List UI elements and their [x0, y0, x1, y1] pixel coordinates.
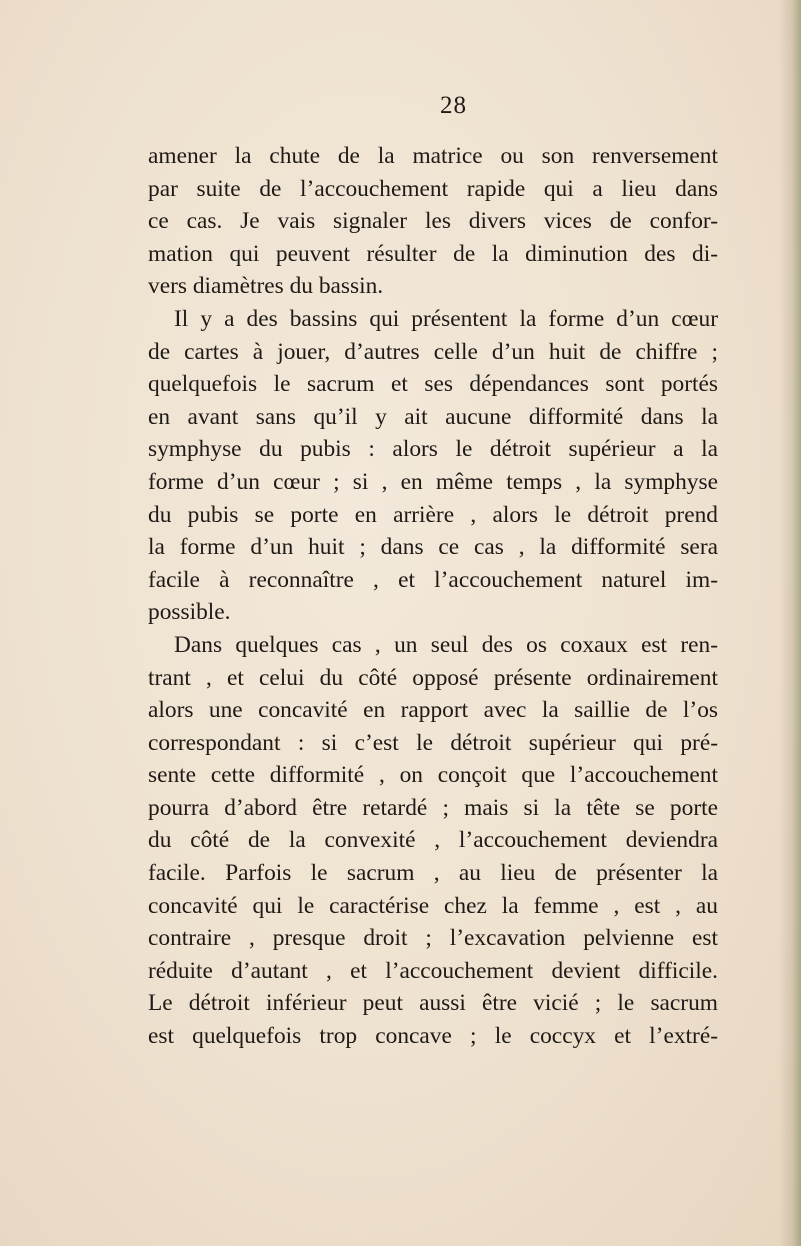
text-line: en avant sans qu’il y ait aucune difformité dans la — [148, 403, 718, 430]
text-line: quelquefois le sacrum et ses dépendances sont portés — [148, 371, 718, 398]
text-line: mation qui peuvent résulter de la diminution des di- — [148, 240, 718, 267]
text-line: la forme d’un huit ; dans ce cas , la difformité sera — [148, 534, 718, 561]
body-text — [148, 140, 718, 1053]
text-line: facile. Parfois le sacrum , au lieu de présenter la — [148, 860, 718, 887]
text-line: Dans quelques cas , un seul des os coxaux est ren- — [174, 631, 718, 658]
text-line: possible. — [148, 599, 231, 626]
text-line: forme d’un cœur ; si , en même temps , la symphyse — [148, 468, 718, 495]
text-line: du côté de la convexité , l’accouchement deviendra — [148, 827, 718, 854]
page-number: 28 — [440, 92, 467, 119]
text-line: Le détroit inférieur peut aussi être vicié ; le sacrum — [148, 990, 718, 1017]
text-line: correspondant : si c’est le détroit supérieur qui pré- — [148, 729, 718, 756]
text-line: réduite d’autant , et l’accouchement devient difficile. — [148, 957, 718, 984]
text-line: du pubis se porte en arrière , alors le détroit prend — [148, 501, 718, 528]
text-line: alors une concavité en rapport avec la saillie de l’os — [148, 697, 718, 724]
text-line: facile à reconnaître , et l’accouchement naturel im- — [148, 566, 718, 593]
text-line: pourra d’abord être retardé ; mais si la tête se porte — [148, 794, 718, 821]
text-line: symphyse du pubis : alors le détroit supérieur a la — [148, 436, 718, 463]
text-line: ce cas. Je vais signaler les divers vices de confor- — [148, 208, 718, 235]
text-line: de cartes à jouer, d’autres celle d’un huit de chiffre ; — [148, 338, 718, 365]
text-line: amener la chute de la matrice ou son renversement — [148, 143, 718, 169]
text-line: concavité qui le caractérise chez la femme , est , au — [148, 892, 718, 919]
text-line: par suite de l’accouchement rapide qui a lieu dans — [148, 175, 718, 202]
text-line: trant , et celui du côté opposé présente ordinairement — [148, 664, 718, 691]
text-line: est quelquefois trop concave ; le coccyx et l’extré- — [148, 1023, 718, 1050]
text-line: sente cette difformité , on conçoit que l’accouchement — [148, 762, 718, 789]
page-edge-shadow — [779, 0, 801, 1246]
text-line: Il y a des bassins qui présentent la forme d’un cœur — [174, 305, 718, 332]
text-line: vers diamètres du bassin. — [148, 273, 384, 300]
text-line: contraire , presque droit ; l’excavation pelvienne est — [148, 925, 718, 952]
